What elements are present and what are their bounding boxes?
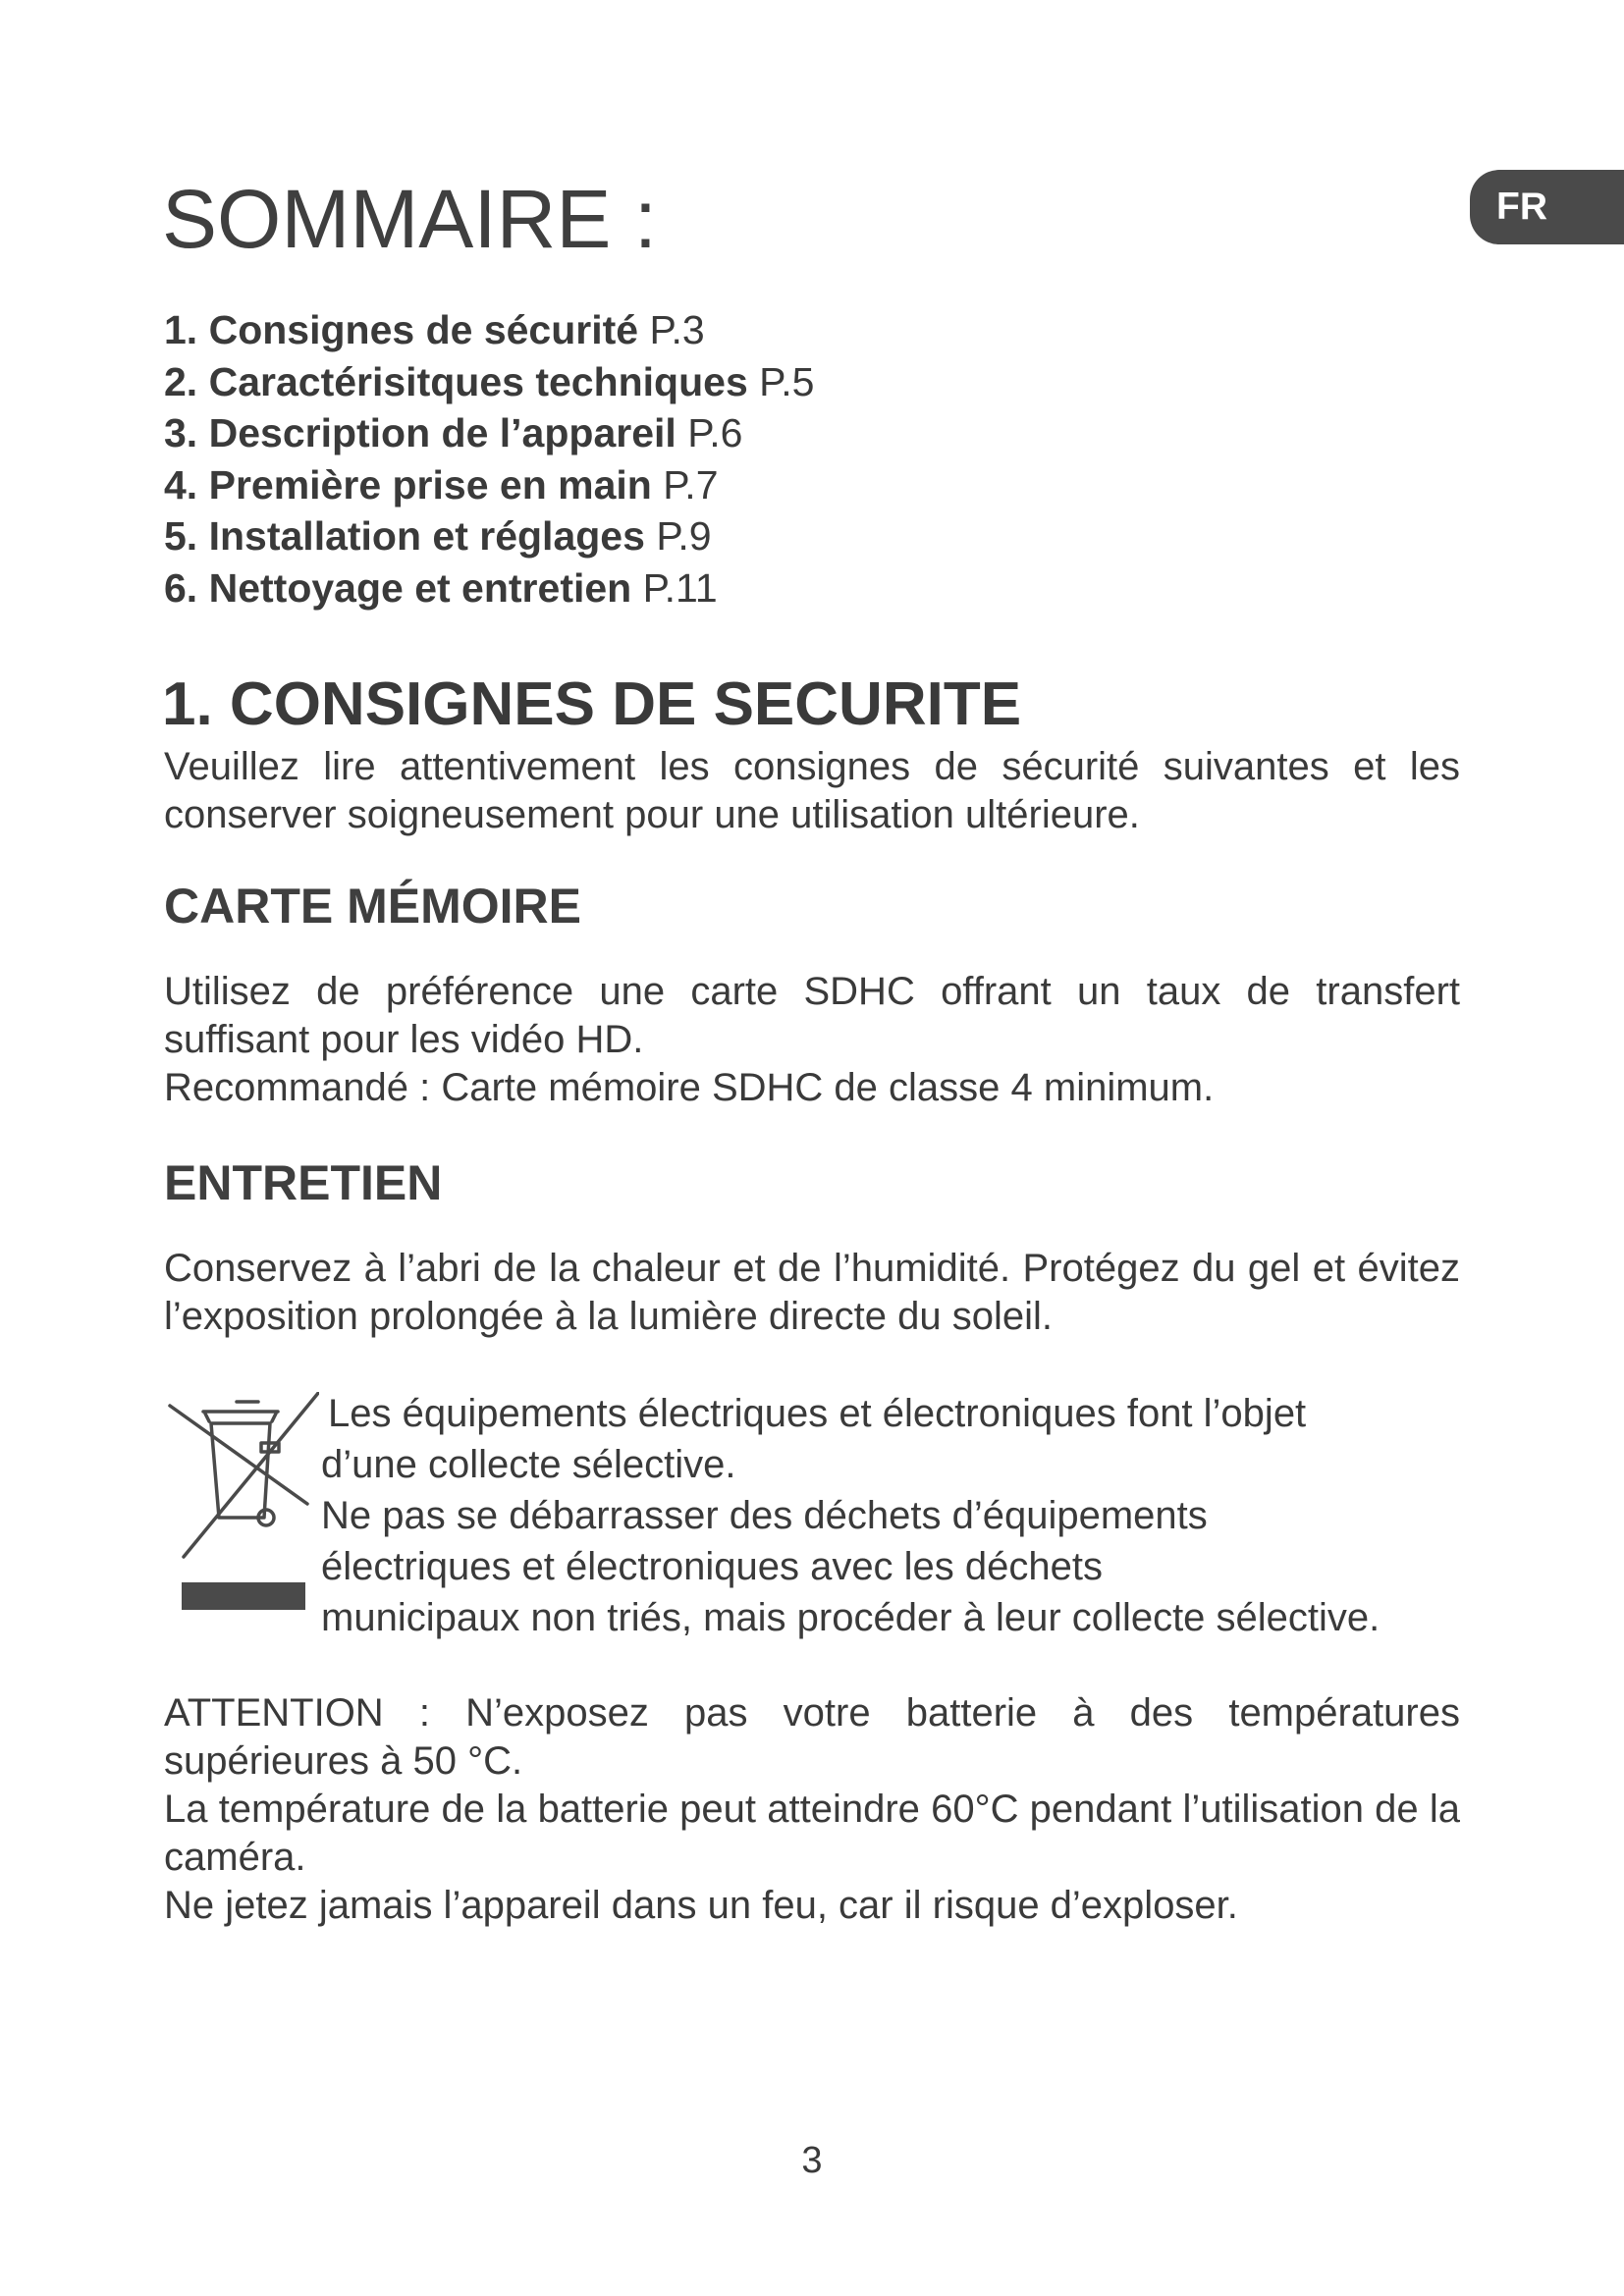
memory-card-recommendation: Recommandé : Carte mémoire SDHC de classe 4 minimum. — [164, 1066, 1215, 1109]
toc-item — [164, 562, 814, 614]
weee-line: Ne pas se débarrasser des déchets d’équipements — [321, 1494, 1208, 1537]
memory-card-text — [164, 968, 1460, 1112]
toc-item — [164, 459, 814, 511]
toc-item-label: Installation et réglages — [208, 513, 645, 559]
battery-warning-fire: Ne jetez jamais l’appareil dans un feu, car il risque d’exploser. — [164, 1884, 1238, 1927]
language-tab: FR — [1470, 170, 1624, 244]
toc-item-number: 2. — [164, 358, 198, 404]
toc-item-page: P.6 — [687, 410, 743, 455]
toc-item-label: Caractérisitques techniques — [208, 358, 748, 404]
toc-item-number: 5. — [164, 513, 198, 559]
toc-item-page: P.7 — [663, 461, 719, 507]
section-title: 1. CONSIGNES DE SECURITE — [162, 670, 1022, 738]
weee-bar — [182, 1582, 305, 1610]
toc-item — [164, 356, 814, 408]
weee-line: municipaux non triés, mais procéder à leur collecte sélective. — [321, 1596, 1380, 1639]
table-of-contents — [164, 304, 814, 614]
memory-card-line: Utilisez de préférence une carte SDHC offrant un taux de transfert suffisant pour les vidéo HD. — [164, 970, 1460, 1061]
toc-item-label: Consignes de sécurité — [208, 307, 639, 352]
toc-item-number: 6. — [164, 564, 198, 611]
memory-card-heading: CARTE MÉMOIRE — [164, 879, 581, 934]
battery-warning-usage: La température de la batterie peut atteindre 60°C pendant l’utilisation de la caméra. — [164, 1788, 1460, 1879]
page-number: 3 — [801, 2140, 823, 2181]
toc-item-page: P.5 — [759, 358, 815, 404]
battery-warning-temp: ATTENTION : N’exposez pas votre batterie à des températures supérieures à 50 °C. — [164, 1691, 1460, 1783]
toc-item-label: Description de l’appareil — [208, 410, 677, 455]
toc-item-number: 3. — [164, 410, 198, 455]
crossed-out-wheeled-bin-icon — [162, 1392, 319, 1628]
battery-warning — [164, 1689, 1460, 1930]
weee-line: d’une collecte sélective. — [321, 1443, 736, 1486]
safety-intro: Veuillez lire attentivement les consignes de sécurité suivantes et les conserver soigneusement pour une utilisation ultérieure. — [164, 745, 1460, 836]
toc-item — [164, 510, 814, 562]
toc-item-number: 1. — [164, 307, 198, 352]
toc-item — [164, 304, 814, 356]
toc-item-page: P.9 — [656, 513, 712, 559]
toc-item-label: Première prise en main — [208, 461, 652, 507]
toc-item — [164, 407, 814, 459]
maintenance-heading: ENTRETIEN — [164, 1155, 443, 1210]
weee-notice — [321, 1388, 1380, 1643]
weee-line: électriques et électroniques avec les déchets — [321, 1545, 1104, 1588]
toc-item-page: P.11 — [642, 564, 718, 611]
maintenance-text: Conservez à l’abri de la chaleur et de l’humidité. Protégez du gel et évitez l’exposition prolongée à la lumière directe du soleil. — [164, 1247, 1460, 1338]
weee-line: Les équipements électriques et électroniques font l’objet — [328, 1392, 1307, 1435]
toc-item-label: Nettoyage et entretien — [208, 564, 643, 611]
toc-item-page: P.3 — [649, 307, 705, 352]
toc-title: SOMMAIRE : — [162, 173, 658, 265]
toc-item-number: 4. — [164, 461, 198, 507]
